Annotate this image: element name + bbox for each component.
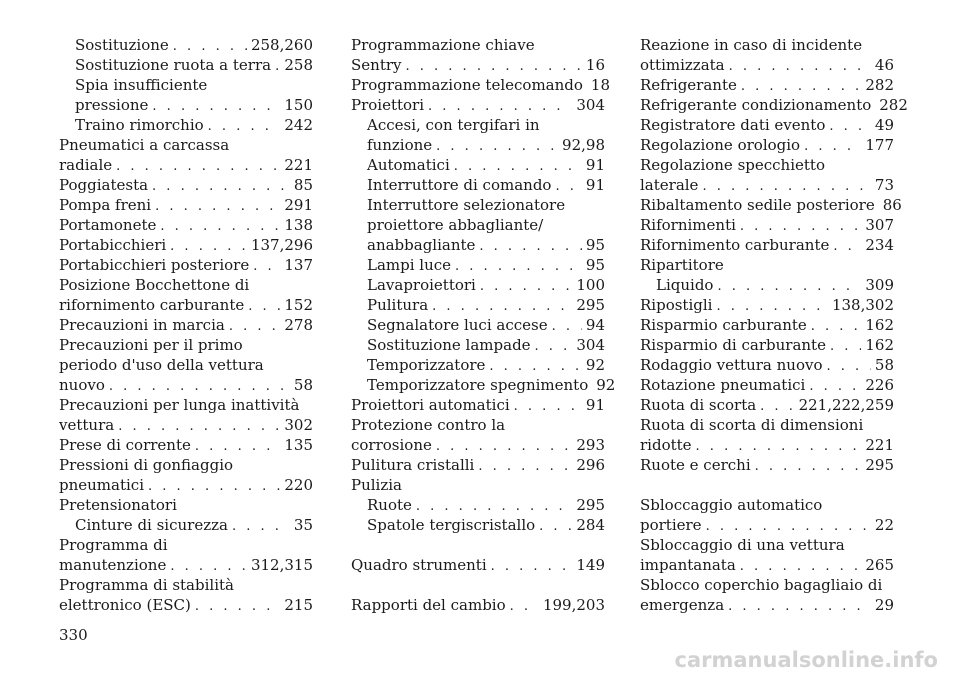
index-entry-text: Pulizia bbox=[351, 476, 402, 494]
dot-leader bbox=[152, 97, 280, 117]
index-entry-text: Sostituzione lampade bbox=[367, 336, 531, 354]
index-entry bbox=[59, 415, 313, 435]
dot-leader bbox=[170, 237, 247, 257]
index-entry bbox=[640, 515, 894, 535]
index-entry-text: Rifornimenti bbox=[640, 216, 736, 234]
dot-leader bbox=[478, 457, 572, 477]
dot-leader bbox=[729, 57, 871, 77]
index-spacer bbox=[640, 475, 894, 495]
dot-leader bbox=[514, 397, 582, 417]
index-entry bbox=[351, 295, 605, 315]
index-entry-page: 73 bbox=[874, 176, 894, 194]
index-entry bbox=[59, 435, 313, 455]
index-entry bbox=[351, 235, 605, 255]
index-entry-page: 137 bbox=[284, 256, 313, 274]
index-entry bbox=[59, 195, 313, 215]
index-entry-text: anabbagliante bbox=[367, 236, 476, 254]
index-entry-text: Portabicchieri bbox=[59, 236, 167, 254]
index-entry-page: 16 bbox=[585, 56, 605, 74]
index-entry-page: 309 bbox=[865, 276, 894, 294]
index-entry-page: 135 bbox=[284, 436, 313, 454]
index-entry bbox=[59, 155, 313, 175]
dot-leader bbox=[436, 437, 572, 457]
index-entry-text: Rapporti del cambio bbox=[351, 596, 506, 614]
index-entry-text: Sentry bbox=[351, 56, 402, 74]
dot-leader bbox=[152, 177, 290, 197]
watermark: carmanualsonline.info bbox=[674, 648, 938, 672]
dot-leader bbox=[491, 557, 573, 577]
index-entry bbox=[59, 115, 313, 135]
index-entry-text: Sostituzione ruota a terra bbox=[75, 56, 272, 74]
dot-leader bbox=[454, 157, 582, 177]
index-entry-text: Risparmio di carburante bbox=[640, 336, 826, 354]
dot-leader bbox=[455, 257, 582, 277]
index-spacer bbox=[351, 575, 605, 595]
index-entry-text: Risparmio carburante bbox=[640, 316, 807, 334]
index-entry-page: 234 bbox=[865, 236, 894, 254]
index-entry bbox=[59, 215, 313, 235]
index-entry-text: Spia insufficiente bbox=[75, 76, 208, 94]
index-entry bbox=[59, 395, 313, 415]
index-entry bbox=[351, 255, 605, 275]
index-entry-page: 282 bbox=[879, 96, 908, 114]
index-entry bbox=[640, 95, 908, 115]
index-entry bbox=[351, 475, 605, 495]
index-entry-text: Pneumatici a carcassa bbox=[59, 136, 230, 154]
index-entry-text: Sbloccaggio di una vettura bbox=[640, 536, 845, 554]
index-entry-text: Regolazione orologio bbox=[640, 136, 801, 154]
index-entry-page: 85 bbox=[293, 176, 313, 194]
index-entry bbox=[640, 115, 894, 135]
index-entry-text: pneumatici bbox=[59, 476, 144, 494]
index-entry bbox=[640, 595, 894, 615]
index-entry bbox=[351, 515, 605, 535]
index-entry-page: 46 bbox=[874, 56, 894, 74]
index-entry bbox=[351, 195, 605, 215]
index-entry-page: 86 bbox=[882, 196, 902, 214]
dot-leader bbox=[804, 137, 861, 157]
index-entry-text: Proiettori automatici bbox=[351, 396, 510, 414]
dot-leader bbox=[109, 377, 290, 397]
index-entry-page: 304 bbox=[576, 96, 605, 114]
index-entry bbox=[59, 535, 313, 555]
index-column-3 bbox=[640, 35, 908, 615]
index-entry-text: Sostituzione bbox=[75, 36, 169, 54]
index-entry bbox=[640, 395, 894, 415]
index-entry-text: ridotte bbox=[640, 436, 692, 454]
dot-leader bbox=[833, 237, 861, 257]
index-entry-text: Precauzioni per lunga inattività bbox=[59, 396, 300, 414]
index-entry-text: Ruote e cerchi bbox=[640, 456, 751, 474]
index-entry bbox=[640, 295, 894, 315]
index-entry-page: 22 bbox=[874, 516, 894, 534]
index-entry-text: Programmazione telecomando bbox=[351, 76, 583, 94]
index-entry bbox=[59, 555, 313, 575]
index-entry-text: Sblocco coperchio bagagliaio di bbox=[640, 576, 883, 594]
index-entry-page: 242 bbox=[284, 116, 313, 134]
index-entry-page: 295 bbox=[576, 496, 605, 514]
index-entry-text: Pulitura cristalli bbox=[351, 456, 475, 474]
dot-leader bbox=[811, 317, 862, 337]
index-entry bbox=[640, 495, 894, 515]
index-entry-text: Accesi, con tergifari in bbox=[367, 116, 540, 134]
index-entry-text: Registratore dati evento bbox=[640, 116, 826, 134]
index-entry-text: funzione bbox=[367, 136, 433, 154]
index-entry bbox=[351, 135, 605, 155]
index-entry bbox=[59, 375, 313, 395]
index-entry-text: Pulitura bbox=[367, 296, 429, 314]
index-entry bbox=[59, 255, 313, 275]
dot-leader bbox=[173, 37, 247, 57]
index-entry-text: elettronico (ESC) bbox=[59, 596, 191, 614]
index-entry-page: 215 bbox=[284, 596, 313, 614]
index-entry-text: Reazione in caso di incidente bbox=[640, 36, 863, 54]
index-entry-text: Ruota di scorta di dimensioni bbox=[640, 416, 864, 434]
index-entry-page: 138 bbox=[284, 216, 313, 234]
dot-leader bbox=[195, 437, 280, 457]
index-spacer bbox=[351, 535, 605, 555]
index-entry-text: impantanata bbox=[640, 556, 736, 574]
dot-leader bbox=[170, 557, 247, 577]
index-entry-text: portiere bbox=[640, 516, 702, 534]
index-entry bbox=[351, 95, 605, 115]
index-entry bbox=[59, 295, 313, 315]
dot-leader bbox=[740, 557, 862, 577]
index-entry-text: Protezione contro la bbox=[351, 416, 506, 434]
index-entry-page: 226 bbox=[865, 376, 894, 394]
index-entry-page: 58 bbox=[293, 376, 313, 394]
index-entry bbox=[351, 35, 605, 55]
dot-leader bbox=[696, 437, 862, 457]
index-entry bbox=[59, 95, 313, 115]
dot-leader bbox=[706, 517, 871, 537]
index-entry-page: 302 bbox=[284, 416, 313, 434]
index-entry-text: Lavaproiettori bbox=[367, 276, 476, 294]
index-entry bbox=[59, 575, 313, 595]
dot-leader bbox=[432, 297, 572, 317]
index-entry-text: Programma di bbox=[59, 536, 168, 554]
index-entry bbox=[351, 555, 605, 575]
index-entry bbox=[351, 435, 605, 455]
index-entry bbox=[640, 55, 894, 75]
index-entry-text: Temporizzatore spegnimento bbox=[367, 376, 589, 394]
index-entry bbox=[640, 135, 894, 155]
index-entry-page: 293 bbox=[576, 436, 605, 454]
dot-leader bbox=[229, 317, 281, 337]
index-entry bbox=[59, 355, 313, 375]
index-entry bbox=[640, 335, 894, 355]
index-entry bbox=[59, 235, 313, 255]
index-entry bbox=[59, 595, 313, 615]
index-entry-text: Programma di stabilità bbox=[59, 576, 234, 594]
index-entry-page: 284 bbox=[576, 516, 605, 534]
index-entry-page: 150 bbox=[284, 96, 313, 114]
dot-leader bbox=[826, 357, 870, 377]
index-entry bbox=[351, 355, 605, 375]
index-entry bbox=[351, 415, 605, 435]
index-entry-page: 162 bbox=[865, 336, 894, 354]
index-entry-text: Prese di corrente bbox=[59, 436, 191, 454]
dot-leader bbox=[760, 397, 794, 417]
dot-leader bbox=[208, 117, 281, 137]
dot-leader bbox=[829, 117, 871, 137]
index-entry-text: Lampi luce bbox=[367, 256, 452, 274]
index-entry-text: Temporizzatore bbox=[367, 356, 486, 374]
dot-leader bbox=[489, 357, 582, 377]
dot-leader bbox=[436, 137, 558, 157]
dot-leader bbox=[552, 317, 582, 337]
index-entry-text: Ribaltamento sedile posteriore bbox=[640, 196, 875, 214]
index-entry-page: 29 bbox=[874, 596, 894, 614]
index-entry-text: Cinture di sicurezza bbox=[75, 516, 228, 534]
index-entry bbox=[59, 515, 313, 535]
dot-leader bbox=[510, 597, 539, 617]
index-entry bbox=[59, 315, 313, 335]
index-entry-page: 296 bbox=[576, 456, 605, 474]
index-entry-page: 95 bbox=[585, 256, 605, 274]
index-entry bbox=[59, 475, 313, 495]
index-entry-page: 221 bbox=[284, 156, 313, 174]
index-entry bbox=[640, 415, 894, 435]
index-entry-text: Ripostigli bbox=[640, 296, 713, 314]
index-entry-page: 220 bbox=[284, 476, 313, 494]
dot-leader bbox=[480, 277, 573, 297]
index-entry bbox=[640, 555, 894, 575]
index-entry-text: Sbloccaggio automatico bbox=[640, 496, 823, 514]
index-entry bbox=[59, 35, 313, 55]
index-entry bbox=[640, 75, 894, 95]
index-entry-text: nuovo bbox=[59, 376, 105, 394]
dot-leader bbox=[755, 457, 862, 477]
index-entry bbox=[351, 55, 605, 75]
index-entry-page: 291 bbox=[284, 196, 313, 214]
index-entry-page: 92,98 bbox=[562, 136, 605, 154]
dot-leader bbox=[118, 417, 280, 437]
index-entry-page: 91 bbox=[585, 156, 605, 174]
index-entry-page: 91 bbox=[585, 396, 605, 414]
index-entry-text: Portabicchieri posteriore bbox=[59, 256, 250, 274]
index-entry-page: 138,302 bbox=[831, 296, 894, 314]
index-entry-text: Posizione Bocchettone di bbox=[59, 276, 250, 294]
index-entry-page: 35 bbox=[293, 516, 313, 534]
index-entry-page: 221,222,259 bbox=[798, 396, 894, 414]
index-entry bbox=[351, 215, 605, 235]
index-entry-page: 304 bbox=[576, 336, 605, 354]
index-entry bbox=[351, 395, 605, 415]
index-entry-text: laterale bbox=[640, 176, 699, 194]
index-entry-text: ottimizzata bbox=[640, 56, 725, 74]
index-entry bbox=[351, 335, 605, 355]
index-entry bbox=[640, 235, 894, 255]
index-entry-text: vettura bbox=[59, 416, 115, 434]
dot-leader bbox=[717, 277, 861, 297]
index-entry-text: Refrigerante condizionamento bbox=[640, 96, 872, 114]
index-column-2 bbox=[351, 35, 616, 615]
index-entry bbox=[640, 375, 894, 395]
index-entry-page: 91 bbox=[585, 176, 605, 194]
index-entry-page: 177 bbox=[865, 136, 894, 154]
index-entry bbox=[640, 215, 894, 235]
index-entry-text: Spatole tergiscristallo bbox=[367, 516, 536, 534]
index-entry-text: Ripartitore bbox=[640, 256, 724, 274]
dot-leader bbox=[535, 337, 573, 357]
index-entry bbox=[640, 435, 894, 455]
index-entry bbox=[351, 155, 605, 175]
index-entry-text: Ruote bbox=[367, 496, 412, 514]
index-entry-page: 278 bbox=[284, 316, 313, 334]
index-entry-page: 162 bbox=[865, 316, 894, 334]
index-entry-text: Liquido bbox=[656, 276, 714, 294]
index-entry-text: Precauzioni in marcia bbox=[59, 316, 225, 334]
dot-leader bbox=[253, 257, 280, 277]
index-entry bbox=[351, 495, 605, 515]
index-entry-text: Pretensionatori bbox=[59, 496, 177, 514]
index-entry-page: 295 bbox=[865, 456, 894, 474]
index-entry bbox=[640, 155, 894, 175]
dot-leader bbox=[555, 177, 581, 197]
index-entry-page: 312,315 bbox=[250, 556, 313, 574]
index-entry-text: Portamonete bbox=[59, 216, 157, 234]
index-entry-text: Programmazione chiave bbox=[351, 36, 535, 54]
index-entry-page: 92 bbox=[596, 376, 616, 394]
index-entry-text: Refrigerante bbox=[640, 76, 737, 94]
index-entry bbox=[351, 595, 605, 615]
index-column-1 bbox=[59, 35, 313, 615]
index-entry-text: Interruttore selezionatore bbox=[367, 196, 566, 214]
index-entry-page: 152 bbox=[284, 296, 313, 314]
index-entry-page: 265 bbox=[865, 556, 894, 574]
index-entry-text: Segnalatore luci accese bbox=[367, 316, 548, 334]
index-entry bbox=[640, 535, 894, 555]
index-entry-page: 307 bbox=[865, 216, 894, 234]
index-entry-page: 199,203 bbox=[542, 596, 605, 614]
index-entry-page: 282 bbox=[865, 76, 894, 94]
index-entry-text: corrosione bbox=[351, 436, 432, 454]
index-entry bbox=[640, 275, 894, 295]
dot-leader bbox=[428, 97, 572, 117]
dot-leader bbox=[539, 517, 572, 537]
index-entry bbox=[59, 55, 313, 75]
index-entry-page: 18 bbox=[590, 76, 611, 94]
index-entry-text: Rifornimento carburante bbox=[640, 236, 830, 254]
index-entry-text: pressione bbox=[75, 96, 149, 114]
index-entry bbox=[640, 255, 894, 275]
index-entry bbox=[351, 375, 616, 395]
index-entry bbox=[640, 195, 902, 215]
index-entry-text: rifornimento carburante bbox=[59, 296, 245, 314]
dot-leader bbox=[116, 157, 280, 177]
index-entry-text: radiale bbox=[59, 156, 113, 174]
index-entry-text: Proiettori bbox=[351, 96, 425, 114]
dot-leader bbox=[148, 477, 280, 497]
dot-leader bbox=[406, 57, 582, 77]
dot-leader bbox=[830, 337, 861, 357]
index-entry-text: emergenza bbox=[640, 596, 725, 614]
dot-leader bbox=[741, 77, 862, 97]
dot-leader bbox=[416, 497, 572, 517]
dot-leader bbox=[275, 57, 280, 77]
index-entry bbox=[59, 335, 313, 355]
index-entry-text: Quadro strumenti bbox=[351, 556, 487, 574]
index-entry-page: 258,260 bbox=[250, 36, 313, 54]
index-entry-text: Traino rimorchio bbox=[75, 116, 204, 134]
dot-leader bbox=[702, 177, 870, 197]
page-number: 330 bbox=[59, 626, 88, 644]
index-entry-page: 221 bbox=[865, 436, 894, 454]
dot-leader bbox=[728, 597, 871, 617]
index-entry-text: Automatici bbox=[367, 156, 450, 174]
index-entry-text: Pompa freni bbox=[59, 196, 152, 214]
index-entry-text: Rodaggio vettura nuovo bbox=[640, 356, 823, 374]
index-entry bbox=[640, 175, 894, 195]
index-entry-page: 137,296 bbox=[250, 236, 313, 254]
index-entry bbox=[640, 315, 894, 335]
index-entry bbox=[351, 175, 605, 195]
index-entry-page: 92 bbox=[585, 356, 605, 374]
index-entry bbox=[59, 275, 313, 295]
index-entry-text: periodo d'uso della vettura bbox=[59, 356, 264, 374]
dot-leader bbox=[248, 297, 280, 317]
index-entry bbox=[351, 115, 605, 135]
index-entry bbox=[640, 35, 894, 55]
index-entry-text: proiettore abbagliante/ bbox=[367, 216, 544, 234]
index-entry-text: Rotazione pneumatici bbox=[640, 376, 806, 394]
dot-leader bbox=[195, 597, 280, 617]
index-entry-text: Regolazione specchietto bbox=[640, 156, 825, 174]
index-entry-text: manutenzione bbox=[59, 556, 167, 574]
index-entry-page: 295 bbox=[576, 296, 605, 314]
dot-leader bbox=[716, 297, 828, 317]
index-entry bbox=[59, 75, 313, 95]
dot-leader bbox=[740, 217, 861, 237]
index-entry bbox=[351, 75, 611, 95]
index-entry bbox=[351, 315, 605, 335]
index-entry-text: Ruota di scorta bbox=[640, 396, 757, 414]
index-entry-page: 95 bbox=[585, 236, 605, 254]
index-entry bbox=[640, 355, 894, 375]
index-entry-page: 149 bbox=[576, 556, 605, 574]
dot-leader bbox=[479, 237, 582, 257]
index-entry bbox=[59, 455, 313, 475]
index-entry-page: 100 bbox=[576, 276, 605, 294]
index-entry bbox=[59, 495, 313, 515]
dot-leader bbox=[160, 217, 280, 237]
index-entry bbox=[351, 455, 605, 475]
index-entry-page: 49 bbox=[874, 116, 894, 134]
index-entry bbox=[59, 175, 313, 195]
index-entry-text: Pressioni di gonfiaggio bbox=[59, 456, 234, 474]
index-entry-page: 94 bbox=[585, 316, 605, 334]
index-entry bbox=[640, 455, 894, 475]
dot-leader bbox=[232, 517, 290, 537]
index-entry-text: Precauzioni per il primo bbox=[59, 336, 243, 354]
index-entry bbox=[59, 135, 313, 155]
dot-leader bbox=[155, 197, 280, 217]
index-entry-page: 58 bbox=[874, 356, 894, 374]
index-entry bbox=[640, 575, 894, 595]
index-entry-page: 258 bbox=[284, 56, 313, 74]
index-entry bbox=[351, 275, 605, 295]
dot-leader bbox=[809, 377, 861, 397]
index-entry-text: Poggiatesta bbox=[59, 176, 149, 194]
index-entry-text: Interruttore di comando bbox=[367, 176, 552, 194]
